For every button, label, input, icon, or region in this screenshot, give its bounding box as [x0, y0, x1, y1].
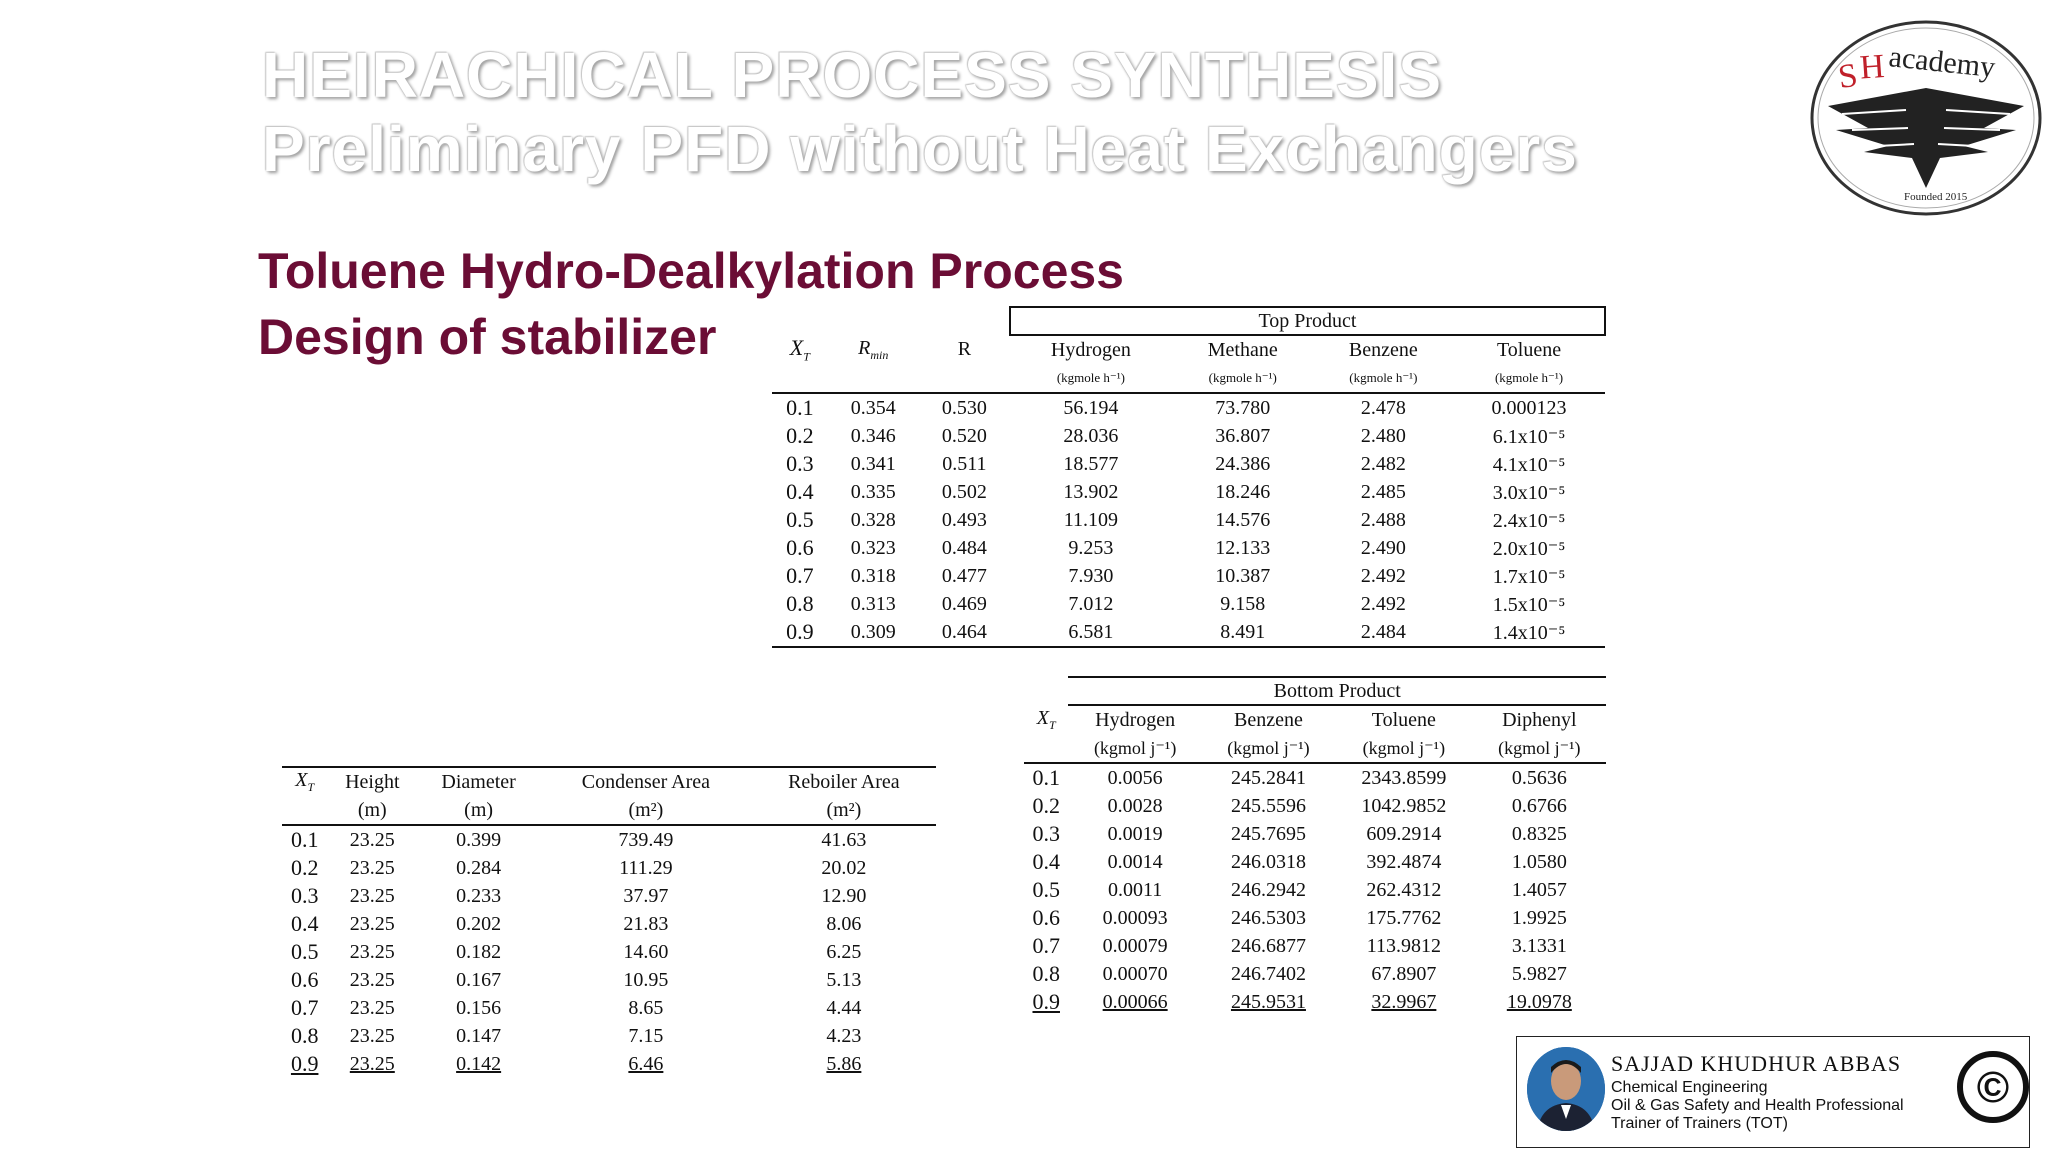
bottom-product-cell: 0.0019 [1107, 822, 1163, 845]
top-product-cell: 0.335 [850, 480, 896, 503]
equipment-cell: 0.9 [290, 1051, 319, 1076]
equipment-cell: 0.142 [456, 1052, 502, 1075]
top-product-cell: 0.511 [942, 452, 987, 475]
top-product-cell: 0.346 [850, 424, 896, 447]
top-product-cell: 0.1 [786, 395, 814, 421]
equipment-cell: 12.90 [821, 884, 867, 907]
top-product-group-header: Top Product [1010, 307, 1605, 335]
bottom-product-cell: 0.0011 [1108, 878, 1163, 901]
table-row [282, 994, 936, 1022]
table-row [1024, 848, 1606, 876]
equipment-cell: 37.97 [623, 884, 669, 907]
table-row [1024, 763, 1606, 792]
bottom-product-cell: 392.4874 [1366, 850, 1442, 873]
equipment-cell: 21.83 [623, 912, 669, 935]
bottom-product-group-header: Bottom Product [1068, 677, 1606, 705]
top-product-cell: 3.0x10⁻⁵ [1492, 481, 1566, 504]
bottom-product-cell: 32.9967 [1371, 990, 1437, 1013]
top-product-cell: 0.309 [850, 620, 896, 643]
bottom-product-cell: 245.2841 [1230, 766, 1306, 789]
equipment-cell: 10.95 [623, 968, 669, 991]
top-product-cell: 0.469 [941, 592, 987, 615]
top-product-cell: 0.5 [786, 507, 814, 533]
bottom-product-cell: 0.1 [1032, 765, 1060, 790]
bottom-product-cell: 1.4057 [1511, 878, 1567, 901]
table-row [772, 506, 1605, 534]
unit-benzene: (kgmole h⁻¹) [1349, 370, 1418, 386]
top-product-cell: 2.485 [1360, 480, 1406, 503]
col-diphenyl: Diphenyl [1502, 708, 1577, 731]
equipment-cell: 0.147 [456, 1024, 502, 1047]
copyright-icon [1957, 1051, 2029, 1123]
top-product-cell: 0.318 [850, 564, 896, 587]
unit-reboiler-area: (m²) [826, 798, 862, 821]
top-product-cell: 2.488 [1360, 508, 1406, 531]
bottom-product-cell: 245.7695 [1230, 822, 1306, 845]
avatar [1527, 1047, 1605, 1131]
table-row [772, 478, 1605, 506]
bottom-product-table [1024, 676, 1606, 1016]
bottom-product-cell: 0.00093 [1102, 906, 1168, 929]
top-product-cell: 14.576 [1215, 508, 1271, 531]
bottom-product-cell: 0.8325 [1511, 822, 1567, 845]
col-condenser-area: Condenser Area [581, 770, 711, 793]
svg-text:©: © [1976, 1063, 2010, 1112]
table-row [282, 938, 936, 966]
bottom-product-cell: 0.7 [1032, 933, 1060, 958]
top-product-cell: 6.581 [1068, 620, 1114, 643]
table-row [772, 422, 1605, 450]
equipment-cell: 23.25 [349, 884, 395, 907]
equipment-cell: 20.02 [821, 856, 867, 879]
bottom-product-cell: 245.9531 [1230, 990, 1306, 1013]
top-product-cell: 0.530 [941, 396, 987, 419]
svg-text:S: S [1835, 56, 1860, 97]
bottom-product-cell: 0.5636 [1511, 766, 1567, 789]
table-row [282, 966, 936, 994]
author-line2: Oil & Gas Safety and Health Professional [1611, 1097, 1904, 1114]
equipment-cell: 0.167 [456, 968, 502, 991]
table-row [282, 825, 936, 854]
unit-methane: (kgmole h⁻¹) [1208, 370, 1277, 386]
unit-diphenyl: (kgmol j⁻¹) [1498, 737, 1581, 758]
table-row [1024, 960, 1606, 988]
equipment-cell: 23.25 [349, 1024, 395, 1047]
col-xt: $X_T$ [295, 769, 315, 794]
bottom-product-cell: 246.7402 [1230, 962, 1306, 985]
svg-text:academy: academy [1887, 40, 1997, 85]
equipment-cell: 0.4 [290, 911, 319, 936]
top-product-cell: 0.354 [850, 396, 896, 419]
top-product-cell: 2.4x10⁻⁵ [1492, 509, 1566, 532]
top-product-cell: 0.323 [850, 536, 896, 559]
top-product-cell: 7.930 [1068, 564, 1114, 587]
top-product-cell: 0.502 [941, 480, 987, 503]
top-product-cell: 0.341 [850, 452, 896, 475]
author-line1: Chemical Engineering [1611, 1079, 1768, 1096]
table-row [1024, 904, 1606, 932]
bottom-product-cell: 0.6766 [1511, 794, 1567, 817]
top-product-cell: 0.7 [786, 563, 814, 589]
top-product-cell: 56.194 [1063, 396, 1119, 419]
top-product-cell: 0.000123 [1491, 396, 1567, 419]
top-product-cell: 9.158 [1220, 592, 1266, 615]
bottom-product-cell: 1.9925 [1511, 906, 1567, 929]
equipment-cell: 0.399 [456, 828, 502, 851]
bottom-product-cell: 0.8 [1032, 961, 1060, 986]
table-row [772, 618, 1605, 647]
bottom-product-cell: 1042.9852 [1361, 794, 1447, 817]
top-product-cell: 0.520 [941, 424, 987, 447]
top-product-cell: 0.4 [786, 479, 814, 505]
svg-text:Founded 2015: Founded 2015 [1904, 191, 1968, 203]
bottom-product-cell: 246.6877 [1230, 934, 1306, 957]
top-product-cell: 2.0x10⁻⁵ [1492, 537, 1566, 560]
top-product-cell: 0.484 [941, 536, 987, 559]
header-title-line2: Preliminary PFD without Heat Exchangers [262, 113, 1578, 185]
col-rmin: $R_{min}$ [858, 336, 889, 362]
equipment-cell: 5.13 [826, 968, 862, 991]
top-product-table [772, 306, 1606, 648]
bottom-product-cell: 0.4 [1032, 849, 1060, 874]
equipment-cell: 23.25 [349, 968, 395, 991]
equipment-cell: 23.25 [349, 856, 395, 879]
bottom-product-cell: 3.1331 [1511, 934, 1567, 957]
equipment-cell: 7.15 [628, 1024, 664, 1047]
equipment-cell: 0.2 [290, 855, 319, 880]
bottom-product-cell: 245.5596 [1230, 794, 1306, 817]
bottom-product-cell: 0.00066 [1102, 990, 1168, 1013]
bottom-product-cell: 0.00079 [1102, 934, 1168, 957]
equipment-cell: 5.86 [826, 1052, 862, 1075]
header-title-line1: HEIRACHICAL PROCESS SYNTHESIS [262, 39, 1442, 111]
equipment-cell: 23.25 [349, 940, 395, 963]
col-benzene: Benzene [1234, 708, 1303, 731]
col-xt: $X_T$ [789, 335, 810, 364]
unit-hydrogen: (kgmol j⁻¹) [1093, 737, 1177, 758]
bottom-product-cell: 246.5303 [1230, 906, 1306, 929]
bottom-product-cell: 1.0580 [1511, 850, 1567, 873]
table-row [772, 590, 1605, 618]
table-row [1024, 988, 1606, 1016]
equipment-cell: 0.156 [456, 996, 502, 1019]
table-row [1024, 792, 1606, 820]
col-hydrogen: Hydrogen [1095, 708, 1176, 731]
top-product-cell: 0.493 [941, 508, 987, 531]
top-product-cell: 9.253 [1068, 536, 1114, 559]
bottom-product-cell: 0.0014 [1107, 850, 1163, 873]
unit-condenser-area: (m²) [628, 798, 664, 821]
top-product-cell: 0.464 [941, 620, 987, 643]
equipment-cell: 0.6 [290, 967, 319, 992]
top-product-cell: 73.780 [1215, 396, 1271, 419]
bottom-product-cell: 0.5 [1032, 877, 1060, 902]
equipment-cell: 14.60 [623, 940, 669, 963]
top-product-cell: 2.484 [1360, 620, 1406, 643]
top-product-cell: 2.480 [1360, 424, 1406, 447]
bottom-product-cell: 0.2 [1032, 793, 1060, 818]
bottom-product-cell: 246.0318 [1230, 850, 1306, 873]
equipment-cell: 41.63 [821, 828, 867, 851]
col-benzene: Benzene [1348, 338, 1418, 361]
bottom-product-cell: 0.3 [1032, 821, 1060, 846]
bottom-product-cell: 0.6 [1032, 905, 1060, 930]
equipment-cell: 23.25 [349, 912, 395, 935]
table-row [1024, 820, 1606, 848]
bottom-product-cell: 0.0056 [1107, 766, 1163, 789]
bottom-product-cell: 113.9812 [1366, 934, 1441, 957]
top-product-cell: 2.492 [1360, 592, 1406, 615]
equipment-cell: 23.25 [349, 828, 395, 851]
table-row [772, 534, 1605, 562]
top-product-cell: 6.1x10⁻⁵ [1492, 425, 1566, 448]
top-product-cell: 24.386 [1215, 452, 1271, 475]
col-methane: Methane [1207, 338, 1278, 361]
top-product-cell: 0.9 [786, 619, 814, 645]
top-product-cell: 0.2 [786, 423, 814, 449]
equipment-cell: 6.25 [826, 940, 862, 963]
table-row [1024, 932, 1606, 960]
equipment-cell: 23.25 [349, 996, 395, 1019]
bottom-product-cell: 246.2942 [1230, 878, 1306, 901]
table-row [772, 450, 1605, 478]
unit-toluene: (kgmol j⁻¹) [1362, 737, 1446, 758]
bottom-product-cell: 2343.8599 [1361, 766, 1447, 789]
bottom-product-cell: 262.4312 [1366, 878, 1442, 901]
top-product-cell: 18.577 [1063, 452, 1119, 475]
col-xt: $X_T$ [1036, 706, 1056, 732]
top-product-cell: 36.807 [1215, 424, 1271, 447]
top-product-cell: 10.387 [1215, 564, 1271, 587]
equipment-cell: 0.233 [456, 884, 502, 907]
table-row [1024, 876, 1606, 904]
equipment-cell: 0.8 [290, 1023, 319, 1048]
author-name: SAJJAD KHUDHUR ABBAS [1611, 1051, 1902, 1076]
table-row [772, 393, 1605, 422]
col-toluene: Toluene [1371, 708, 1436, 731]
top-product-cell: 0.6 [786, 535, 814, 561]
table-row [282, 854, 936, 882]
svg-text:H: H [1858, 47, 1886, 87]
top-product-cell: 2.490 [1360, 536, 1406, 559]
equipment-cell: 4.44 [826, 996, 862, 1019]
unit-hydrogen: (kgmole h⁻¹) [1056, 370, 1125, 386]
table-row [282, 882, 936, 910]
col-reboiler-area: Reboiler Area [788, 770, 900, 793]
col-toluene: Toluene [1496, 338, 1562, 361]
top-product-cell: 11.109 [1063, 508, 1119, 531]
unit-benzene: (kgmol j⁻¹) [1227, 737, 1310, 758]
shacademy-logo [1808, 18, 2044, 218]
unit-toluene: (kgmole h⁻¹) [1494, 370, 1564, 386]
col-hydrogen: Hydrogen [1050, 338, 1131, 361]
author-credit-box [1516, 1036, 2030, 1148]
top-product-cell: 13.902 [1063, 480, 1119, 503]
author-line3: Trainer of Trainers (TOT) [1611, 1115, 1788, 1132]
subtitle-design: Design of stabilizer [258, 309, 717, 365]
top-product-cell: 18.246 [1215, 480, 1271, 503]
bottom-product-cell: 0.0028 [1107, 794, 1163, 817]
equipment-cell: 111.29 [619, 856, 673, 879]
equipment-cell: 0.5 [290, 939, 319, 964]
top-product-cell: 8.491 [1220, 620, 1266, 643]
bottom-product-cell: 67.8907 [1371, 962, 1437, 985]
col-diameter: Diameter [441, 770, 516, 793]
top-product-cell: 0.8 [786, 591, 814, 617]
col-r: R [957, 338, 972, 361]
top-product-cell: 0.313 [850, 592, 896, 615]
top-product-cell: 4.1x10⁻⁵ [1492, 453, 1566, 476]
equipment-size-table [282, 766, 936, 1078]
equipment-cell: 0.1 [290, 827, 319, 852]
equipment-cell: 4.23 [826, 1024, 862, 1047]
top-product-cell: 0.477 [941, 564, 987, 587]
equipment-cell: 0.7 [290, 995, 319, 1020]
bottom-product-cell: 5.9827 [1511, 962, 1567, 985]
bottom-product-cell: 175.7762 [1366, 906, 1442, 929]
bottom-product-cell: 19.0978 [1506, 990, 1572, 1013]
top-product-cell: 0.3 [786, 451, 814, 477]
top-product-cell: 1.7x10⁻⁵ [1492, 565, 1566, 588]
top-product-cell: 2.482 [1360, 452, 1406, 475]
table-row [772, 562, 1605, 590]
top-product-cell: 0.328 [850, 508, 896, 531]
equipment-cell: 8.65 [628, 996, 664, 1019]
unit-height: (m) [357, 798, 387, 821]
top-product-cell: 1.5x10⁻⁵ [1492, 593, 1566, 616]
bottom-product-cell: 609.2914 [1366, 822, 1442, 845]
top-product-cell: 7.012 [1068, 592, 1114, 615]
equipment-cell: 8.06 [826, 912, 862, 935]
equipment-cell: 0.202 [456, 912, 502, 935]
bottom-product-cell: 0.00070 [1102, 962, 1168, 985]
equipment-cell: 0.3 [290, 883, 319, 908]
unit-diameter: (m) [464, 798, 494, 821]
subtitle-process: Toluene Hydro-Dealkylation Process [258, 243, 1124, 299]
top-product-cell: 28.036 [1063, 424, 1119, 447]
table-row [282, 1022, 936, 1050]
equipment-cell: 23.25 [349, 1052, 395, 1075]
table-row [282, 1050, 936, 1078]
top-product-cell: 2.478 [1360, 396, 1406, 419]
top-product-cell: 1.4x10⁻⁵ [1492, 621, 1566, 644]
col-height: Height [345, 770, 400, 793]
equipment-cell: 0.182 [456, 940, 502, 963]
equipment-cell: 0.284 [456, 856, 502, 879]
equipment-cell: 6.46 [628, 1052, 664, 1075]
bottom-product-cell: 0.9 [1032, 989, 1060, 1014]
equipment-cell: 739.49 [618, 828, 674, 851]
table-row [282, 910, 936, 938]
top-product-cell: 2.492 [1360, 564, 1406, 587]
top-product-cell: 12.133 [1215, 536, 1271, 559]
